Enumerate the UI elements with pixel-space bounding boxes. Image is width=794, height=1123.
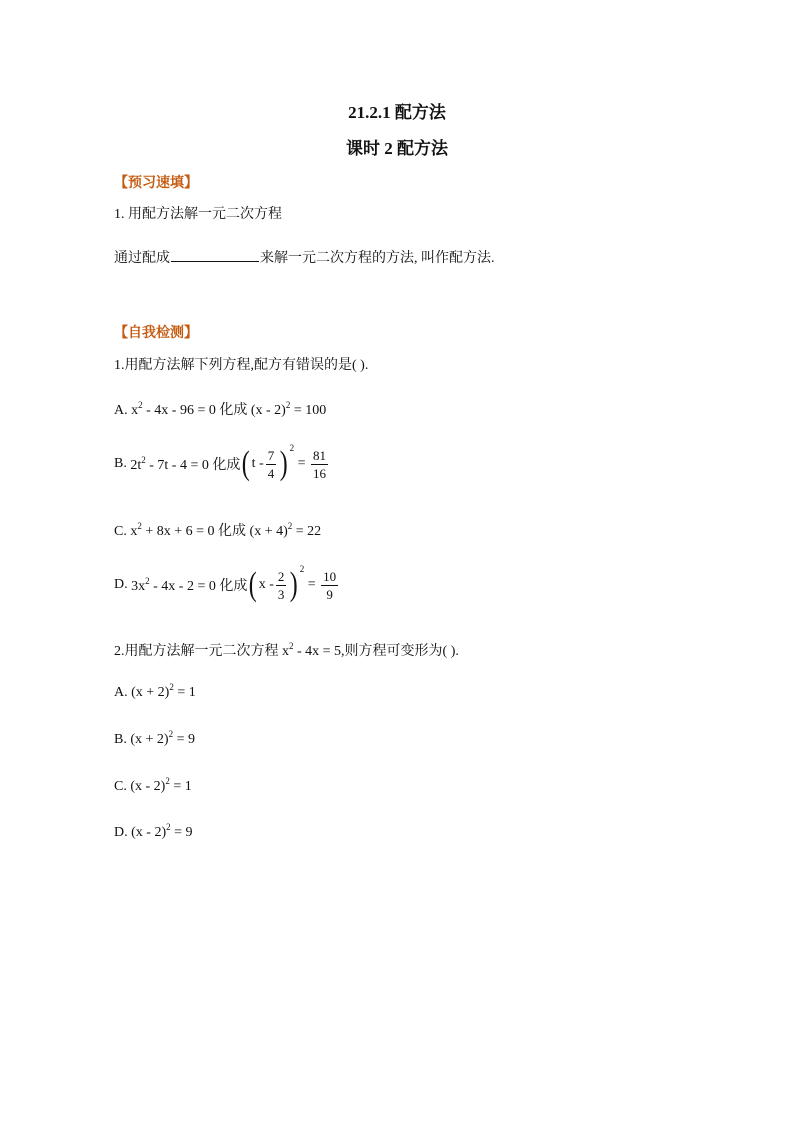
- page-subtitle: 课时 2 配方法: [346, 139, 448, 158]
- preview-question-1: 1. 用配方法解一元二次方程: [114, 207, 282, 222]
- q1-option-d: D. $3x^2 - 4x - 2 = 0$ 化成( x - $\frac{2}{3}$ ) $^2$ = $\frac{10}{9}$: [114, 564, 337, 603]
- q1-option-c: C. $x^2 + 8x + 6 = 0$ 化成 $(x + 4)^2 = 22$: [114, 521, 322, 539]
- selftest-question-2-stem: 2.用配方法解一元二次方程 $x^2 - 4x = 5$,则方程可变形为( ).: [114, 641, 459, 659]
- section-preview-label: 【预习速填】: [114, 176, 198, 191]
- fill-text-before: 通过配成: [114, 251, 170, 266]
- answer-blank[interactable]: [171, 247, 259, 262]
- q2-option-a: A. $(x + 2)^2 = 1$: [114, 682, 196, 700]
- fraction: $\frac{7}{4}$: [267, 447, 275, 481]
- fraction: $\frac{81}{16}$: [312, 447, 326, 481]
- q2-option-b: B. $(x + 2)^2 = 9$: [114, 729, 195, 747]
- fraction: $\frac{10}{9}$: [323, 568, 337, 602]
- q1-option-b: B. $2t^2 - 7t - 4 = 0$ 化成( t - $\frac{7}{4}$ ) $^2$ = $\frac{81}{16}$: [114, 443, 326, 482]
- section-selftest-label: 【自我检测】: [114, 326, 198, 341]
- q2-option-d: D. (x - 2)$^2$ = 9: [114, 822, 193, 840]
- selftest-question-1-stem: 1.用配方法解下列方程,配方有错误的是( ).: [114, 358, 369, 373]
- fraction: $\frac{2}{3}$: [277, 568, 285, 602]
- q2-option-c: C. (x - 2)$^2$ = 1: [114, 776, 192, 794]
- fill-text-after: 来解一元二次方程的方法, 叫作配方法.: [260, 251, 495, 266]
- preview-fill-sentence: [114, 247, 495, 267]
- page-title: 21.2.1 配方法: [348, 103, 446, 122]
- q1-option-a: A. $x^2 - 4x - 96 = 0$ 化成 (x - 2)$^2$ = 100: [114, 400, 327, 418]
